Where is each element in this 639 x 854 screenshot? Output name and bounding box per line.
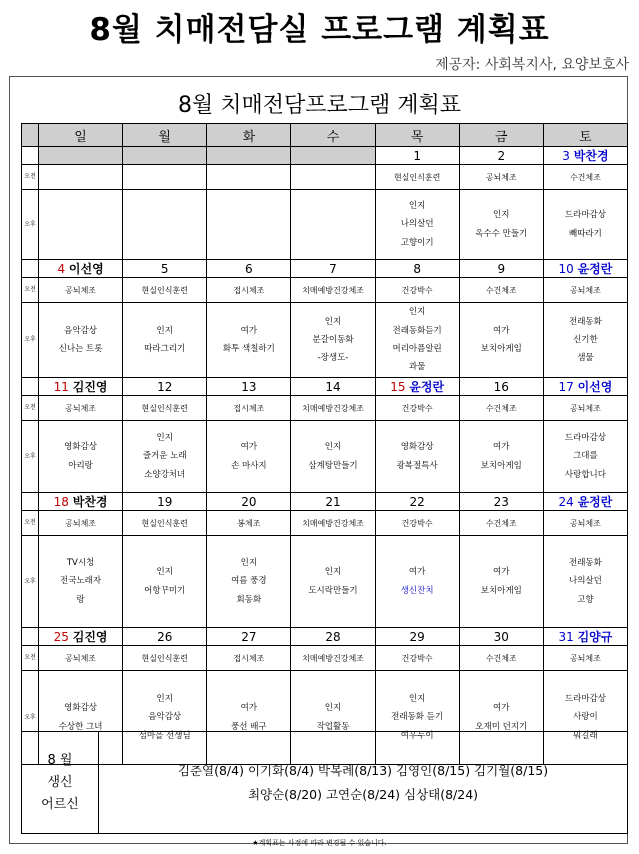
- date-number: 11: [53, 380, 69, 394]
- pm-activity-line: TV시청: [66, 558, 95, 569]
- pm-activity-line: 여가: [493, 703, 510, 714]
- date-cell: [543, 260, 627, 278]
- pm-cell: [543, 421, 627, 493]
- date-number: 5: [160, 261, 169, 276]
- am-row: [22, 165, 628, 190]
- pm-activity-line: 수상한 그녀: [58, 721, 103, 732]
- pm-activity-line: 고향이기: [400, 237, 434, 248]
- pm-activity-line: 영화감상: [64, 442, 97, 453]
- date-cell: [123, 493, 207, 511]
- calendar-title: 8월 치매전담프로그램 계획표: [177, 93, 461, 118]
- am-cell: [123, 165, 207, 190]
- weekday-header-cell: 목: [375, 124, 459, 147]
- date-row: [22, 628, 628, 646]
- weekday-header-cell: 월: [123, 124, 207, 147]
- pm-cell: [123, 303, 207, 378]
- date-number: 6: [245, 261, 253, 276]
- am-cell: [39, 165, 123, 190]
- am-cell: [291, 165, 375, 190]
- date-row-side: [22, 147, 39, 165]
- pm-activity-line: 화투 색칠하기: [222, 344, 275, 354]
- date-cell: [123, 260, 207, 278]
- am-cell: 공뇌체조: [543, 278, 627, 303]
- date-cell: [543, 628, 627, 646]
- pm-activity-line: 오재미 던지기: [475, 721, 528, 732]
- pm-label: 오후: [22, 190, 39, 260]
- date-number: 28: [325, 629, 341, 644]
- am-cell: 공뇌체조: [543, 511, 627, 536]
- pm-row: [22, 190, 628, 260]
- am-cell: 공뇌체조: [39, 511, 123, 536]
- pm-cell: [375, 421, 459, 493]
- date-number: 25: [53, 630, 69, 644]
- date-cell: [291, 147, 375, 165]
- am-cell: 공뇌체조: [543, 646, 627, 671]
- date-cell: [459, 628, 543, 646]
- date-row-side: [22, 378, 39, 396]
- date-cell: [39, 628, 123, 646]
- pm-activity-line: 여가: [493, 325, 510, 336]
- date-cell: [543, 493, 627, 511]
- pm-activity-line: 인지: [408, 201, 426, 212]
- date-cell: [207, 260, 291, 278]
- pm-activity-line: 여름 풍경: [231, 576, 267, 587]
- am-cell: 접시체조: [207, 396, 291, 421]
- pm-row: [22, 303, 628, 378]
- pm-activity-line: 인지: [324, 567, 342, 578]
- date-number: 21: [325, 494, 341, 509]
- pm-cell: [207, 303, 291, 378]
- birthday-label-line: 8 월: [47, 752, 73, 768]
- pm-activity-line: 인지: [240, 558, 258, 569]
- honoree-name: 박찬경: [72, 495, 108, 509]
- date-cell: [291, 628, 375, 646]
- date-number: 19: [157, 494, 173, 509]
- pm-row: [22, 421, 628, 493]
- pm-cell: [39, 303, 123, 378]
- date-row-side: [22, 493, 39, 511]
- page-title: 8월 치매전담실 프로그램 계획표: [89, 12, 550, 48]
- pm-activity-line: 랑: [76, 594, 85, 605]
- am-cell: 공뇌체조: [459, 165, 543, 190]
- date-number: 8: [413, 261, 421, 276]
- am-label: 오전: [22, 165, 39, 190]
- pm-activity-line: 과물: [408, 362, 426, 373]
- date-cell: [375, 628, 459, 646]
- honoree-name: 김진영: [72, 380, 108, 394]
- date-number: 22: [409, 494, 425, 509]
- pm-activity-line: 여가: [493, 442, 510, 453]
- pm-activity-line: 작업활동: [316, 721, 350, 732]
- date-cell: [39, 493, 123, 511]
- provider-text: 제공자: 사회복지사, 요양보호사: [435, 57, 629, 73]
- birthday-label-line: 생신: [47, 774, 73, 790]
- pm-activity-line: 드라마감상: [564, 694, 606, 705]
- pm-cell: [123, 421, 207, 493]
- date-number: 31: [558, 630, 574, 644]
- weekday-header-cell: 화: [207, 124, 291, 147]
- date-cell: [39, 147, 123, 165]
- pm-cell: [291, 421, 375, 493]
- date-cell: [375, 378, 459, 396]
- pm-activity-line: 사랑합니다: [564, 469, 606, 480]
- pm-activity-line: 보치아게임: [480, 585, 522, 596]
- pm-activity-line: 보치아게임: [480, 344, 522, 354]
- pm-cell: [123, 536, 207, 628]
- pm-cell: [207, 190, 291, 260]
- pm-activity-line: 머리아픔알린: [392, 344, 442, 354]
- pm-activity-line: 즐거운 노래: [142, 451, 187, 462]
- pm-label: 오후: [22, 303, 39, 378]
- birthday-list: [99, 732, 627, 833]
- pm-activity-line: 인지: [156, 325, 173, 336]
- date-row: [22, 147, 628, 165]
- am-cell: 현실인식훈련: [123, 511, 207, 536]
- date-number: 3: [562, 149, 570, 163]
- pm-activity-line: 도시락만들기: [308, 585, 358, 596]
- date-number: 16: [493, 379, 509, 394]
- honoree-name: 윤정란: [577, 262, 613, 276]
- pm-activity-line: 샘물: [577, 353, 594, 364]
- am-cell: 현실인식훈련: [123, 646, 207, 671]
- pm-cell: [39, 190, 123, 260]
- pm-activity-line: 소양강처녀: [144, 469, 186, 480]
- pm-activity-line: -장생도-: [317, 353, 349, 364]
- honoree-name: 이선영: [68, 262, 104, 276]
- honoree-name: 김진영: [72, 630, 108, 644]
- pm-activity-line: 회동화: [236, 594, 262, 605]
- am-cell: 현실인식훈련: [123, 278, 207, 303]
- pm-cell: [459, 190, 543, 260]
- pm-activity-line: 분갈이동화: [312, 334, 354, 345]
- date-number: 1: [413, 148, 421, 163]
- pm-activity-line: 아리랑: [68, 460, 93, 471]
- pm-label: 오후: [22, 421, 39, 493]
- pm-cell: [291, 303, 375, 378]
- pm-cell: [459, 421, 543, 493]
- pm-activity-line: 신기한: [573, 334, 598, 345]
- date-cell: [291, 378, 375, 396]
- birthday-box: [21, 731, 628, 834]
- pm-activity-line: 신나는 트롯: [58, 344, 103, 354]
- am-cell: 수건체조: [543, 165, 627, 190]
- am-cell: 접시체조: [207, 278, 291, 303]
- date-cell: [39, 260, 123, 278]
- am-label: 오전: [22, 646, 39, 671]
- date-number: 2: [497, 148, 506, 163]
- am-label: 오전: [22, 278, 39, 303]
- date-number: 26: [157, 629, 173, 644]
- pm-activity-line: 음악감상: [64, 325, 97, 336]
- date-row-side: [22, 260, 39, 278]
- pm-activity-line: 인지: [324, 316, 342, 327]
- pm-cell: [375, 536, 459, 628]
- date-row: [22, 378, 628, 396]
- date-cell: [123, 147, 207, 165]
- pm-activity-line: 여우누이: [400, 730, 434, 741]
- pm-activity-line: 어항꾸미기: [144, 585, 186, 596]
- pm-activity-line: 인지: [324, 442, 342, 453]
- pm-activity-line: 드라마감상: [564, 433, 606, 444]
- pm-activity-line: 여가: [408, 567, 426, 578]
- pm-activity-line: 빼따라기: [568, 228, 602, 239]
- date-number: 13: [241, 379, 257, 394]
- date-cell: [543, 147, 627, 165]
- weekday-header-row: [22, 124, 628, 147]
- date-row-side: [22, 628, 39, 646]
- am-row: [22, 646, 628, 671]
- pm-cell: [39, 421, 123, 493]
- date-number: 29: [409, 629, 425, 644]
- pm-activity-line: 섬마을 선생님: [138, 730, 191, 741]
- date-number: 27: [241, 629, 257, 644]
- pm-activity-line: 광복절특사: [396, 460, 438, 471]
- pm-cell: [291, 536, 375, 628]
- pm-activity-line: 음악감상: [148, 712, 182, 723]
- weekday-header-cell: 수: [291, 124, 375, 147]
- pm-activity-line: 인지: [324, 703, 342, 714]
- pm-activity-line: 보치아게임: [480, 460, 522, 471]
- date-cell: [375, 493, 459, 511]
- pm-cell: [459, 536, 543, 628]
- am-row: [22, 396, 628, 421]
- pm-row: [22, 536, 628, 628]
- pm-label: 오후: [22, 671, 39, 765]
- am-cell: 건강박수: [375, 396, 459, 421]
- date-number: 10: [558, 262, 574, 276]
- birthday-line: 김춘열(8/4) 이기화(8/4) 박복례(8/13) 김영인(8/15) 김기월(8/15): [177, 762, 549, 778]
- pm-cell: [543, 190, 627, 260]
- pm-activity-line: 생신잔치: [400, 585, 434, 596]
- pm-activity-line: 전래동화: [568, 558, 602, 569]
- am-label: 오전: [22, 511, 39, 536]
- pm-activity-line: 전래동화 듣기: [391, 712, 444, 723]
- pm-activity-line: 전국노래자: [60, 576, 102, 587]
- weekday-header-cell: 토: [543, 124, 627, 147]
- date-number: 9: [497, 261, 506, 276]
- am-cell: 수건체조: [459, 396, 543, 421]
- pm-activity-line: 인지: [493, 210, 510, 221]
- pm-cell: [375, 303, 459, 378]
- date-number: 30: [493, 629, 509, 644]
- weekday-header-cell: 일: [39, 124, 123, 147]
- pm-activity-line: 여가: [493, 567, 510, 578]
- pm-cell: [543, 303, 627, 378]
- birthday-label: [22, 732, 99, 833]
- am-cell: 치매예방건강체조: [291, 396, 375, 421]
- date-cell: [207, 378, 291, 396]
- honoree-name: 이선영: [577, 380, 613, 394]
- pm-activity-line: 나의살던: [400, 219, 434, 230]
- honoree-name: 윤정란: [409, 380, 445, 394]
- pm-cell: [207, 421, 291, 493]
- pm-activity-line: 영화감상: [64, 703, 97, 714]
- pm-activity-line: 따라그리기: [144, 344, 186, 354]
- date-number: 18: [53, 495, 69, 509]
- date-cell: [291, 493, 375, 511]
- date-cell: [459, 378, 543, 396]
- pm-cell: [291, 190, 375, 260]
- pm-activity-line: 인지: [156, 694, 173, 705]
- am-cell: 현실인식훈련: [375, 165, 459, 190]
- footnote: ★계획표는 사정에 따라 변경될 수 있습니다.: [252, 839, 387, 847]
- am-cell: [207, 165, 291, 190]
- date-number: 7: [329, 261, 337, 276]
- date-cell: [459, 260, 543, 278]
- am-cell: 건강박수: [375, 278, 459, 303]
- honoree-name: 김양규: [577, 630, 613, 644]
- am-cell: 공뇌체조: [39, 646, 123, 671]
- am-cell: 수건체조: [459, 646, 543, 671]
- am-cell: 치매예방건강체조: [291, 646, 375, 671]
- birthday-label-line: 어르신: [41, 796, 79, 812]
- pm-cell: [543, 536, 627, 628]
- pm-activity-line: 전래동화듣기: [392, 325, 442, 336]
- pm-cell: [459, 303, 543, 378]
- pm-activity-line: 인지: [408, 307, 426, 318]
- am-row: [22, 511, 628, 536]
- date-number: 17: [558, 380, 574, 394]
- date-cell: [291, 260, 375, 278]
- pm-activity-line: 삼계탕만들기: [308, 460, 358, 471]
- pm-activity-line: 나의살던: [568, 576, 602, 587]
- pm-activity-line: 고향: [577, 594, 594, 605]
- date-cell: [375, 147, 459, 165]
- pm-activity-line: 영화감상: [400, 442, 434, 453]
- pm-activity-line: 여가: [240, 703, 258, 714]
- date-number: 20: [241, 494, 257, 509]
- date-cell: [207, 147, 291, 165]
- date-cell: [375, 260, 459, 278]
- honoree-name: 박찬경: [573, 149, 609, 163]
- am-cell: 공뇌체조: [39, 396, 123, 421]
- am-cell: 건강박수: [375, 646, 459, 671]
- pm-activity-line: 인지: [156, 433, 173, 444]
- pm-activity-line: 여가: [240, 442, 258, 453]
- date-number: 23: [493, 494, 509, 509]
- pm-label: 오후: [22, 536, 39, 628]
- calendar-table: [21, 123, 628, 765]
- birthday-line: 최양순(8/20) 고연순(8/24) 심상태(8/24): [247, 786, 479, 802]
- pm-activity-line: 풍선 배구: [231, 721, 267, 732]
- pm-cell: [207, 536, 291, 628]
- weekday-header-cell: 금: [459, 124, 543, 147]
- date-number: 24: [558, 495, 574, 509]
- corner-cell: [22, 124, 39, 147]
- pm-activity-line: 옥수수 만들기: [475, 228, 528, 239]
- am-cell: 수건체조: [459, 511, 543, 536]
- pm-activity-line: 인지: [156, 567, 173, 578]
- date-cell: [123, 378, 207, 396]
- am-cell: 공뇌체조: [543, 396, 627, 421]
- am-row: [22, 278, 628, 303]
- am-cell: 봉체조: [207, 511, 291, 536]
- date-cell: [207, 493, 291, 511]
- pm-activity-line: 드라마감상: [564, 210, 606, 221]
- pm-activity-line: 여가: [240, 325, 258, 336]
- pm-activity-line: 그대를: [573, 451, 598, 462]
- date-cell: [543, 378, 627, 396]
- am-cell: 수건체조: [459, 278, 543, 303]
- date-cell: [459, 147, 543, 165]
- date-number: 14: [325, 379, 341, 394]
- date-number: 15: [390, 380, 406, 394]
- date-cell: [459, 493, 543, 511]
- pm-cell: [375, 190, 459, 260]
- am-label: 오전: [22, 396, 39, 421]
- date-cell: [123, 628, 207, 646]
- pm-activity-line: 사랑이: [573, 712, 598, 723]
- pm-activity-line: 전래동화: [568, 316, 602, 327]
- date-number: 12: [157, 379, 173, 394]
- am-cell: 공뇌체조: [39, 278, 123, 303]
- date-row: [22, 260, 628, 278]
- pm-activity-line: 인지: [408, 694, 426, 705]
- am-cell: 접시체조: [207, 646, 291, 671]
- am-cell: 치매예방건강체조: [291, 511, 375, 536]
- pm-cell: [123, 190, 207, 260]
- date-cell: [39, 378, 123, 396]
- date-row: [22, 493, 628, 511]
- am-cell: 건강박수: [375, 511, 459, 536]
- date-cell: [207, 628, 291, 646]
- pm-cell: [39, 536, 123, 628]
- date-number: 4: [57, 262, 66, 276]
- pm-activity-line: 손 마사지: [231, 460, 267, 471]
- pm-activity-line: 뭐길래: [573, 730, 598, 741]
- honoree-name: 윤정란: [577, 495, 613, 509]
- am-cell: 치매예방건강체조: [291, 278, 375, 303]
- am-cell: 현실인식훈련: [123, 396, 207, 421]
